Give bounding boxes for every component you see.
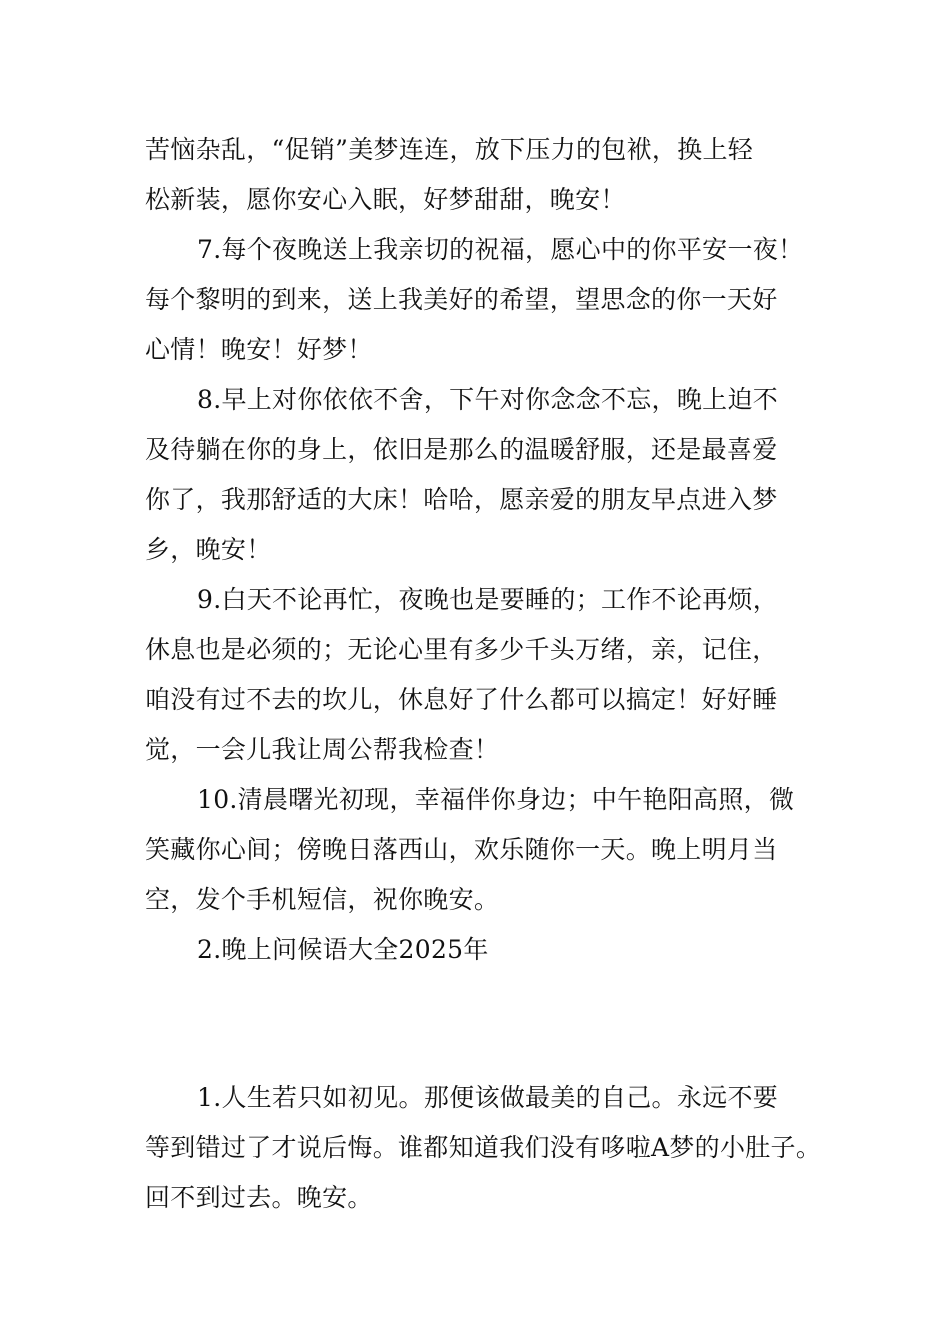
text-line: 9.白天不论再忙，夜晚也是要睡的；工作不论再烦， [197,585,779,614]
text-line: 觉，一会儿我让周公帮我检查！ [145,735,500,764]
text-line: 松新装，愿你安心入眠，好梦甜甜，晚安！ [145,185,626,214]
text-line: 等到错过了才说后悔。谁都知道我们没有哆啦A梦的小肚子。 [145,1133,822,1162]
text-line: 1.人生若只如初见。那便该做最美的自己。永远不要 [197,1083,779,1112]
text-line: 回不到过去。晚安。 [145,1183,373,1212]
text-line: 咱没有过不去的坎儿，休息好了什么都可以搞定！好好睡 [145,685,778,714]
text-line: 休息也是必须的；无论心里有多少千头万绪，亲，记住， [145,635,778,664]
text-line: 苦恼杂乱，“促销”美梦连连，放下压力的包袱，换上轻 [145,135,754,164]
section-heading: 2.晚上问候语大全2025年 [197,935,489,964]
text-line: 心情！晚安！好梦！ [145,335,373,364]
text-line: 空，发个手机短信，祝你晚安。 [145,885,500,914]
text-line: 8.早上对你依依不舍，下午对你念念不忘，晚上迫不 [197,385,779,414]
text-line: 10.清晨曙光初现，幸福伴你身边；中午艳阳高照，微 [197,785,795,814]
text-line: 笑藏你心间；傍晚日落西山，欢乐随你一天。晚上明月当 [145,835,778,864]
text-line: 7.每个夜晚送上我亲切的祝福，愿心中的你平安一夜！ [197,235,804,264]
text-line: 你了，我那舒适的大床！哈哈，愿亲爱的朋友早点进入梦 [145,485,778,514]
text-line: 及待躺在你的身上，依旧是那么的温暖舒服，还是最喜爱 [145,435,778,464]
text-line: 乡，晚安！ [145,535,272,564]
text-line: 每个黎明的到来，送上我美好的希望，望思念的你一天好 [145,285,778,314]
